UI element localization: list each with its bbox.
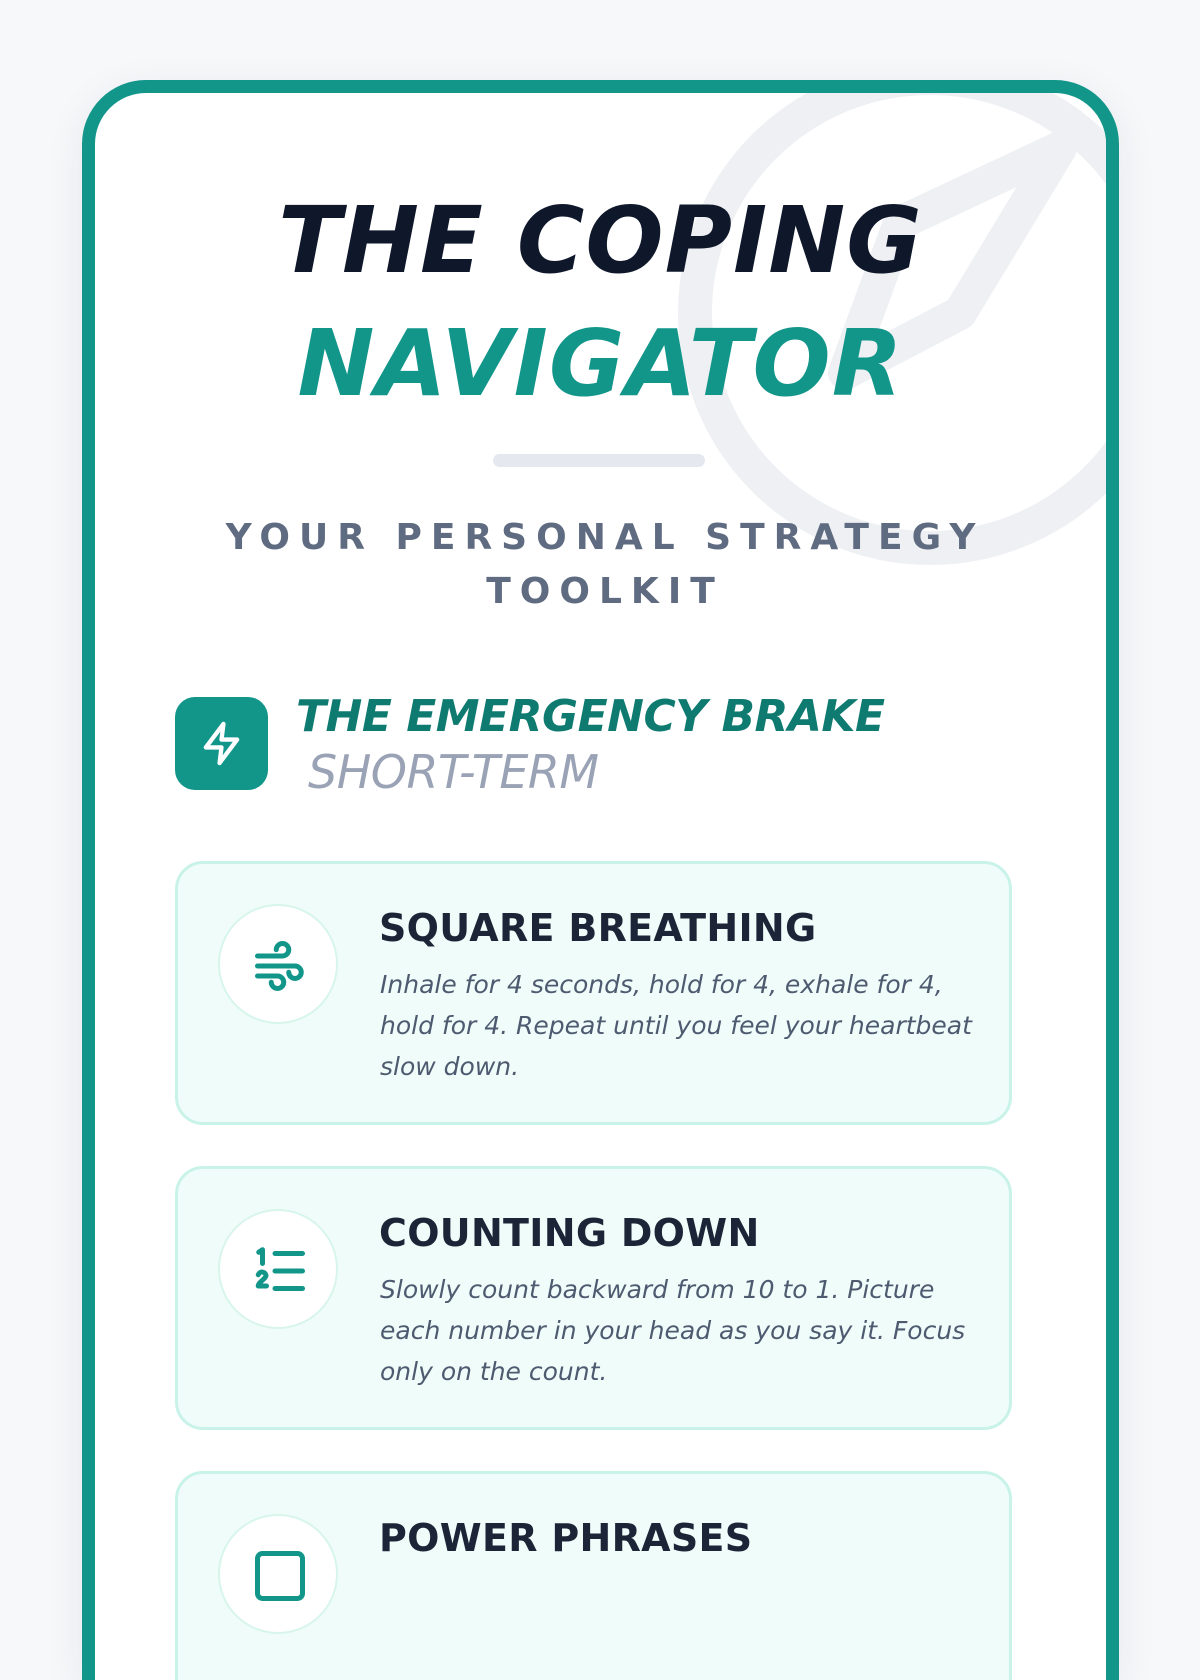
numbered-list-icon: [218, 1209, 338, 1329]
section-header: [175, 691, 1035, 811]
strategy-title: COUNTING DOWN: [379, 1211, 760, 1255]
strategy-card[interactable]: [175, 1471, 1012, 1680]
square-icon: [218, 1514, 338, 1634]
lightning-icon: [175, 697, 268, 790]
section-tag: SHORT-TERM: [308, 745, 599, 799]
strategy-card[interactable]: [175, 861, 1012, 1125]
strategy-title: SQUARE BREATHING: [379, 906, 817, 950]
section-title: THE EMERGENCY BRAKE: [296, 691, 885, 742]
strategy-description: Slowly count backward from 10 to 1. Picture each number in your head as you say it. Focus only on the count.: [380, 1275, 966, 1386]
strategy-description: Inhale for 4 seconds, hold for 4, exhale for 4, hold for 4. Repeat until you feel your heartbeat slow down.: [380, 970, 972, 1081]
strategy-card[interactable]: [175, 1166, 1012, 1430]
title-line-2: NAVIGATOR: [297, 310, 904, 417]
navigator-card: [82, 80, 1119, 1680]
subtitle: YOUR PERSONAL STRATEGY TOOLKIT: [225, 517, 985, 612]
strategy-title: POWER PHRASES: [379, 1516, 753, 1560]
title-line-1: THE COPING: [278, 187, 923, 294]
title-divider: [493, 454, 705, 467]
wind-icon: [218, 904, 338, 1024]
